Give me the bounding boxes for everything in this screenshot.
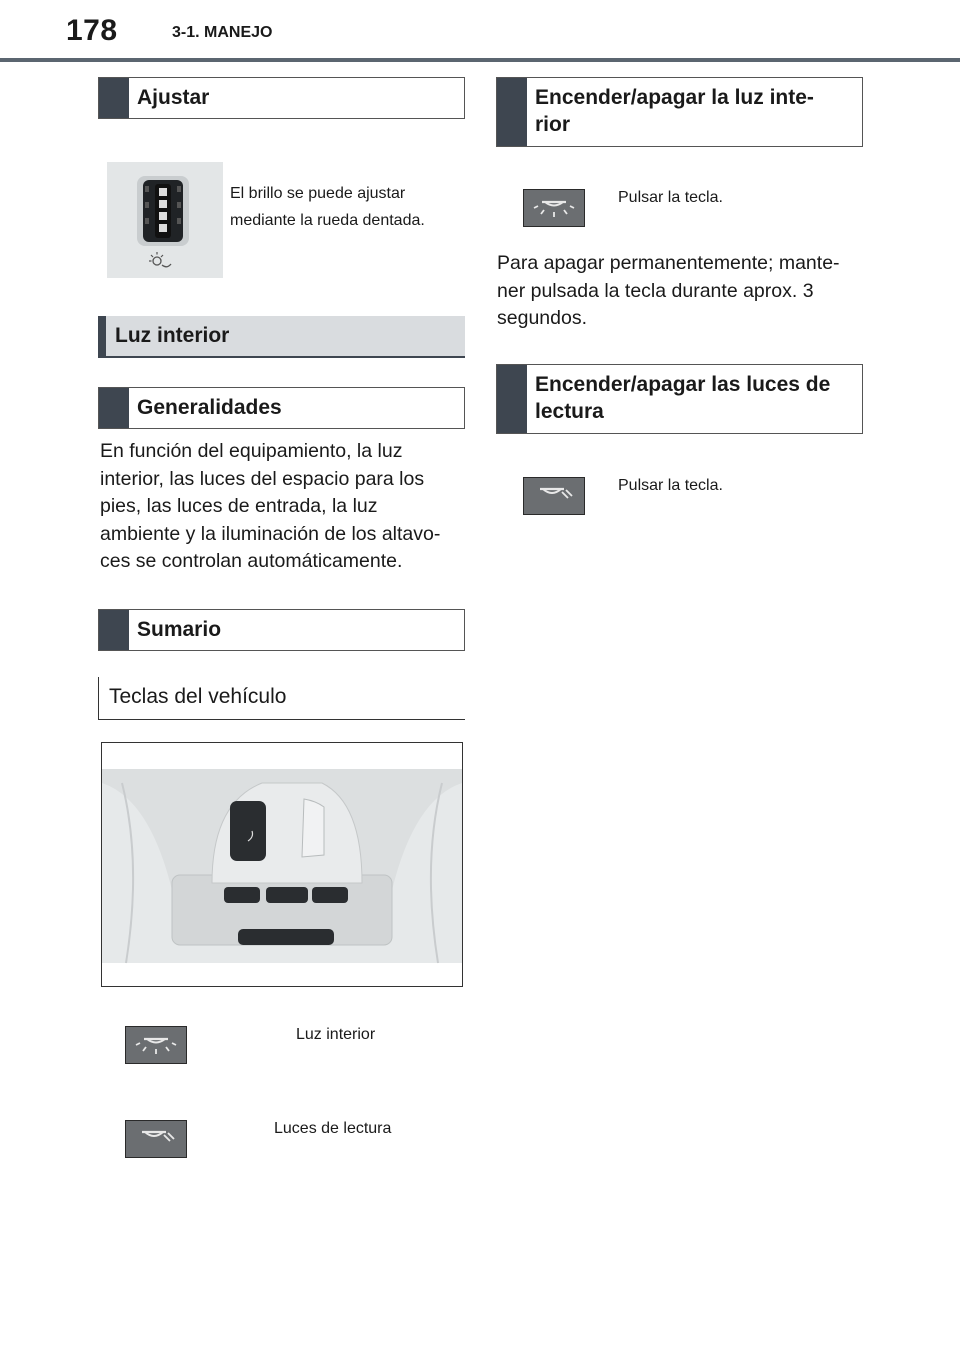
chapter-title: 3-1. MANEJO [172, 24, 273, 41]
heading-line: lectura [535, 400, 604, 423]
heading-generalidades-text: Generalidades [137, 396, 282, 419]
roof-console-photo [101, 742, 463, 987]
reading-key-caption: Pulsar la tecla. [618, 477, 723, 494]
legend-label-interior: Luz interior [296, 1026, 376, 1043]
ajustar-caption-2: mediante la rueda dentada. [230, 212, 425, 229]
paragraph-line: segundos. [497, 307, 587, 329]
heading-luz-interior [98, 316, 465, 358]
heading-ajustar-text: Ajustar [137, 86, 210, 109]
heading-generalidades [98, 387, 465, 429]
heading-encender-luces-lectura-text [535, 371, 854, 425]
heading-line: rior [535, 113, 571, 136]
interior-light-icon [126, 1027, 186, 1063]
reading-light-icon [126, 1121, 186, 1157]
heading-luz-interior-text: Luz interior [115, 324, 230, 347]
paragraph-line: En función del equipamiento, la luz [100, 440, 403, 462]
paragraph-line: interior, las luces del espacio para los [100, 467, 425, 490]
heading-bar [98, 316, 106, 356]
heading-bar [99, 388, 129, 428]
legend-label-reading: Luces de lectura [274, 1120, 392, 1137]
reading-light-key-right[interactable] [523, 477, 585, 515]
heading-encender-luz-interior-text [535, 84, 854, 138]
interior-note [497, 250, 865, 333]
generalidades-paragraph [100, 438, 468, 576]
heading-sumario-text: Sumario [137, 618, 222, 641]
interior-light-key-right[interactable] [523, 189, 585, 227]
header-rule [0, 58, 960, 62]
paragraph-line: Para apagar permanentemente; mante- [497, 252, 840, 274]
interior-light-icon [524, 190, 584, 226]
heading-bar [497, 365, 527, 433]
paragraph-line: pies, las luces de entrada, la luz [100, 495, 378, 517]
ajustar-caption-1: El brillo se puede ajustar [230, 185, 406, 202]
heading-line: Encender/apagar la luz inte- [535, 86, 814, 109]
heading-bar [99, 610, 129, 650]
heading-bar [99, 78, 129, 118]
subheading-teclas [98, 677, 465, 720]
page-number: 178 [66, 14, 118, 47]
heading-sumario [98, 609, 465, 651]
heading-bar [497, 78, 527, 146]
interior-key-caption: Pulsar la tecla. [618, 189, 723, 206]
dimmer-wheel-image [107, 162, 223, 278]
paragraph-line: ces se controlan automáticamente. [100, 550, 403, 572]
paragraph-line: ambiente y la iluminación de los altavo- [100, 522, 441, 545]
reading-light-key[interactable] [125, 1120, 187, 1158]
heading-encender-luces-lectura [496, 364, 863, 434]
reading-light-icon [524, 478, 584, 514]
interior-light-key[interactable] [125, 1026, 187, 1064]
heading-line: Encender/apagar las luces de [535, 373, 831, 396]
heading-encender-luz-interior [496, 77, 863, 147]
heading-ajustar [98, 77, 465, 119]
paragraph-line: ner pulsada la tecla durante aprox. 3 [497, 279, 814, 302]
subheading-teclas-text: Teclas del vehículo [109, 685, 287, 708]
